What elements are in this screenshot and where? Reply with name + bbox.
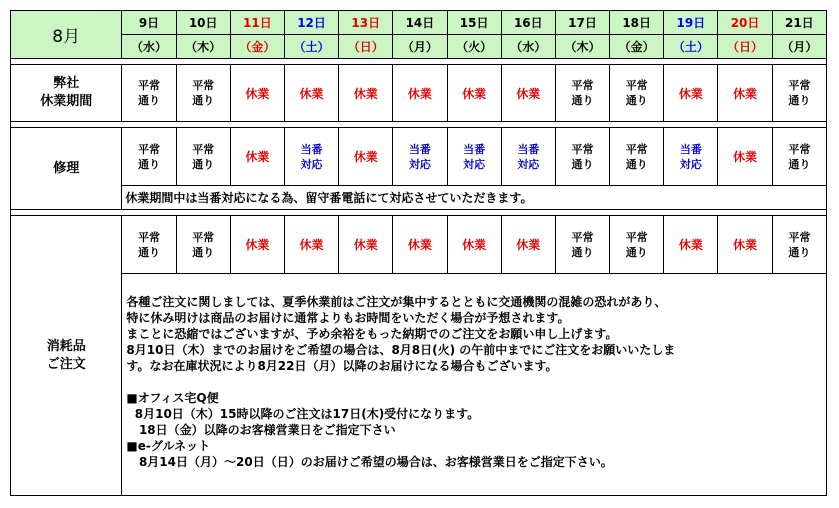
header-dow-row	[11, 35, 827, 59]
status-cell	[284, 216, 338, 274]
row-label-line1: 修理	[53, 160, 80, 176]
status-cell	[501, 128, 555, 186]
duty-line2: 対応	[517, 157, 540, 171]
order-note-line: まことに恐縮ではございますが、予め余裕をもった納期でのご注文をお願い申し上げます。	[126, 327, 618, 341]
normal-line1: 平常	[192, 142, 215, 156]
order-note-line: 18日（金）以降のお客様営業日をご指定下さい	[126, 423, 396, 437]
status-cell	[555, 128, 609, 186]
status-cell	[122, 65, 176, 122]
status-cell	[230, 128, 284, 186]
normal-line1: 平常	[571, 142, 594, 156]
normal-line1: 平常	[138, 142, 160, 156]
day-of-week: （火）	[447, 35, 501, 59]
normal-line1: 平常	[192, 79, 215, 92]
day-date: 21日	[772, 11, 826, 35]
status-cell	[176, 128, 230, 186]
duty-line1: 当番	[300, 142, 323, 156]
order-note-line: 各種ご注文に関しましては、夏季休業前はご注文が集中するとともに交通機関の混雑の恐れがあり、	[126, 295, 667, 309]
normal-line1: 平常	[788, 79, 811, 92]
status-cell	[339, 128, 393, 186]
status-row	[11, 128, 827, 186]
day-of-week: （日）	[718, 35, 772, 59]
holiday-label: 休業	[516, 86, 541, 101]
normal-line1: 平常	[192, 230, 215, 244]
day-date: 20日	[718, 11, 772, 35]
day-of-week: （金）	[610, 35, 664, 59]
normal-line2: 通り	[571, 157, 594, 171]
order-note-line: 8月10日（木）15時以降のご注文は17日(木)受付になります。	[126, 407, 480, 421]
status-cell	[230, 65, 284, 122]
holiday-label: 休業	[245, 86, 270, 101]
normal-line2: 通り	[625, 245, 648, 259]
status-cell	[664, 128, 718, 186]
holiday-label: 休業	[299, 86, 324, 101]
normal-line1: 平常	[138, 230, 160, 244]
holiday-label: 休業	[733, 86, 758, 101]
day-of-week: （土）	[284, 35, 338, 59]
status-cell	[176, 65, 230, 122]
note-blank-line	[126, 374, 826, 390]
status-cell	[718, 65, 772, 122]
day-date: 12日	[284, 11, 338, 35]
status-cell	[772, 65, 826, 122]
normal-line2: 通り	[625, 94, 648, 107]
normal-line2: 通り	[138, 94, 160, 107]
holiday-label: 休業	[407, 86, 432, 101]
status-cell	[230, 216, 284, 274]
normal-line1: 平常	[571, 230, 594, 244]
status-cell	[664, 65, 718, 122]
holiday-label: 休業	[353, 86, 378, 101]
row-label	[11, 128, 122, 210]
normal-line1: 平常	[625, 230, 648, 244]
row-label-line2: ご注文	[46, 356, 86, 372]
day-of-week: （月）	[393, 35, 447, 59]
status-cell	[339, 216, 393, 274]
day-date: 19日	[664, 11, 718, 35]
holiday-label: 休業	[245, 150, 270, 164]
status-cell	[610, 65, 664, 122]
normal-line2: 通り	[625, 157, 648, 171]
holiday-label: 休業	[299, 238, 324, 252]
status-cell	[501, 216, 555, 274]
status-cell	[772, 216, 826, 274]
normal-line2: 通り	[138, 245, 160, 259]
day-of-week: （木）	[555, 35, 609, 59]
holiday-label: 休業	[678, 238, 703, 252]
status-cell	[718, 128, 772, 186]
order-note-line: 8月10日（木）までのお届けをご希望の場合は、8月8日(火) の午前中までにご注文をお願いいたしま	[126, 343, 676, 357]
repair-note: 休業期間中は当番対応になる為、留守番電話にて対応させていただきます。	[122, 186, 827, 210]
row-label-line1: 消耗品	[46, 338, 86, 354]
duty-line2: 対応	[408, 157, 431, 171]
status-cell	[284, 65, 338, 122]
status-cell	[718, 216, 772, 274]
status-cell	[393, 216, 447, 274]
status-cell	[772, 128, 826, 186]
status-cell	[176, 216, 230, 274]
day-of-week: （土）	[664, 35, 718, 59]
normal-line1: 平常	[788, 142, 811, 156]
status-cell	[555, 65, 609, 122]
day-of-week: （金）	[230, 35, 284, 59]
day-date: 15日	[447, 11, 501, 35]
day-date: 16日	[501, 11, 555, 35]
order-note-line: 8月14日（月）～20日（日）のお届けご希望の場合は、お客様営業日をご指定下さい。	[126, 455, 613, 469]
business-calendar-table	[10, 10, 827, 496]
day-of-week: （水）	[122, 35, 176, 59]
duty-line1: 当番	[679, 142, 702, 156]
month-label: 8月	[11, 11, 122, 59]
day-date: 17日	[555, 11, 609, 35]
holiday-label: 休業	[733, 150, 758, 164]
duty-line1: 当番	[463, 142, 486, 156]
day-of-week: （水）	[501, 35, 555, 59]
normal-line1: 平常	[625, 79, 648, 92]
order-note-line: ■オフィス宅Q便	[126, 391, 219, 405]
normal-line2: 通り	[192, 245, 215, 259]
duty-line2: 対応	[679, 157, 702, 171]
holiday-label: 休業	[353, 238, 378, 252]
row-label-line2: 休業期間	[40, 94, 93, 109]
day-date: 14日	[393, 11, 447, 35]
status-row	[11, 65, 827, 122]
order-note-line: す。なお在庫状況により8月22日（月）以降のお届けになる場合もございます。	[126, 359, 558, 373]
normal-line2: 通り	[788, 157, 811, 171]
header-date-row	[11, 11, 827, 35]
note-row	[11, 186, 827, 210]
duty-line1: 当番	[408, 142, 431, 156]
holiday-label: 休業	[733, 238, 758, 252]
normal-line1: 平常	[138, 79, 160, 92]
normal-line1: 平常	[625, 142, 648, 156]
holiday-label: 休業	[353, 150, 378, 164]
normal-line2: 通り	[192, 94, 215, 107]
status-cell	[501, 65, 555, 122]
status-cell	[447, 128, 501, 186]
row-label	[11, 65, 122, 122]
status-cell	[664, 216, 718, 274]
status-row	[11, 216, 827, 274]
normal-line2: 通り	[571, 94, 594, 107]
status-cell	[447, 65, 501, 122]
order-note-line: ■e-グルネット	[126, 439, 211, 453]
normal-line2: 通り	[138, 157, 160, 171]
note-row	[11, 274, 827, 496]
day-date: 18日	[610, 11, 664, 35]
holiday-label: 休業	[678, 86, 703, 101]
day-of-week: （木）	[176, 35, 230, 59]
normal-line2: 通り	[571, 245, 594, 259]
order-note	[122, 274, 827, 496]
status-cell	[122, 216, 176, 274]
holiday-label: 休業	[407, 238, 432, 252]
row-label-line1: 弊社	[53, 76, 80, 91]
day-of-week: （日）	[339, 35, 393, 59]
normal-line2: 通り	[192, 157, 215, 171]
status-cell	[393, 128, 447, 186]
day-date: 13日	[339, 11, 393, 35]
normal-line1: 平常	[788, 230, 811, 244]
status-cell	[610, 216, 664, 274]
day-date: 9日	[122, 11, 176, 35]
normal-line2: 通り	[788, 94, 811, 107]
status-cell	[393, 65, 447, 122]
status-cell	[610, 128, 664, 186]
status-cell	[122, 128, 176, 186]
status-cell	[555, 216, 609, 274]
status-cell	[447, 216, 501, 274]
status-cell	[284, 128, 338, 186]
order-note-line: 特に休み明けは商品のお届けに通常よりもお時間をいただく場合が予想されます。	[126, 311, 570, 325]
holiday-label: 休業	[245, 238, 270, 252]
day-of-week: （月）	[772, 35, 826, 59]
holiday-label: 休業	[462, 86, 487, 101]
row-label	[11, 216, 122, 496]
duty-line1: 当番	[517, 142, 540, 156]
normal-line1: 平常	[571, 79, 594, 92]
normal-line2: 通り	[788, 245, 811, 259]
holiday-label: 休業	[462, 238, 487, 252]
status-cell	[339, 65, 393, 122]
day-date: 11日	[230, 11, 284, 35]
holiday-label: 休業	[516, 238, 541, 252]
day-date: 10日	[176, 11, 230, 35]
duty-line2: 対応	[300, 157, 323, 171]
duty-line2: 対応	[463, 157, 486, 171]
